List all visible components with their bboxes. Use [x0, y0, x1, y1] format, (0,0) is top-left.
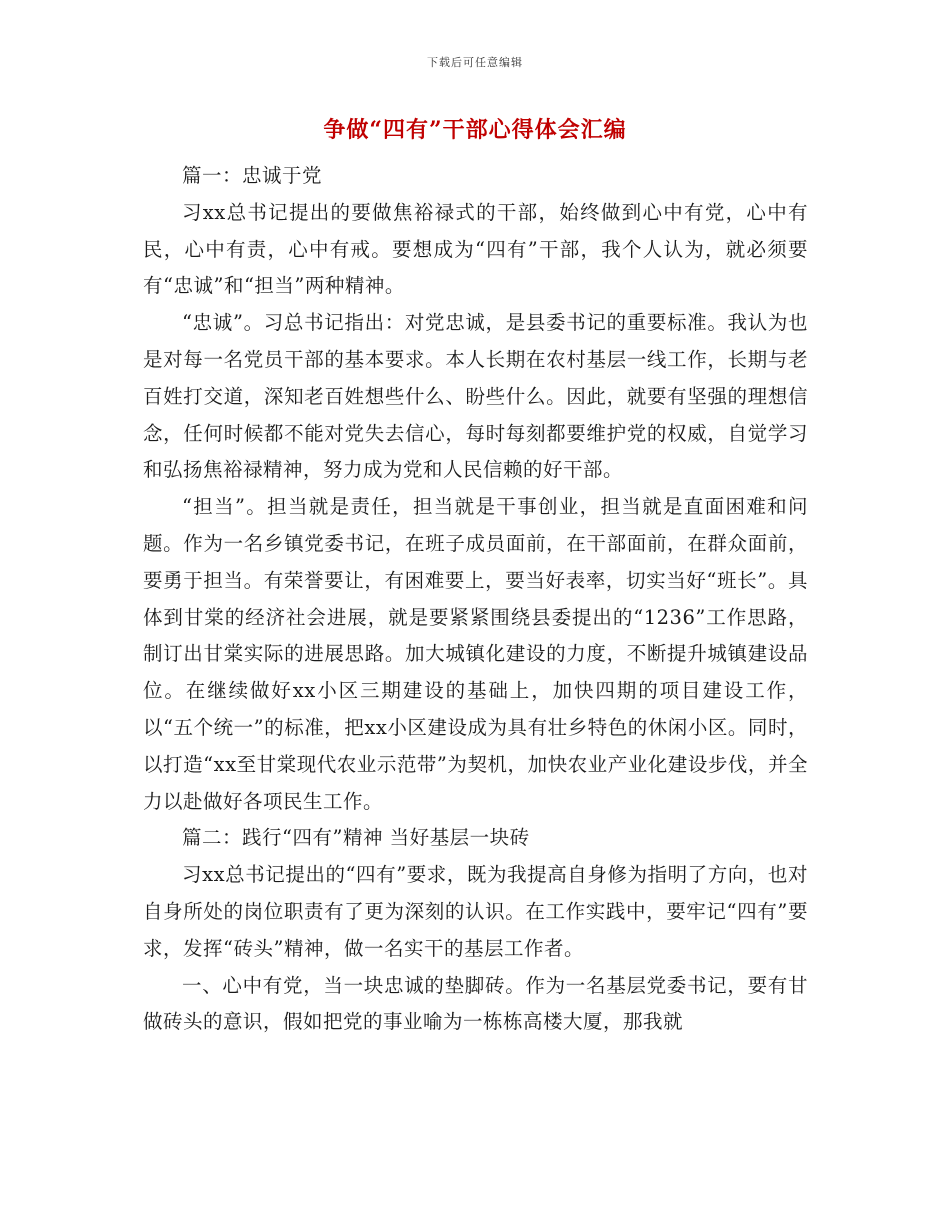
- document-title: 争做“四有”干部心得体会汇编: [323, 117, 627, 143]
- paragraph: 习xx总书记提出的要做焦裕禄式的干部，始终做到心中有党，心中有民，心中有责，心中有戒。要想成为“四有”干部，我个人认为，就必须要有“忠诚”和“担当”两种精神。: [143, 200, 808, 298]
- paragraph: “忠诚”。习总书记指出：对党忠诚，是县委书记的重要标准。我认为也是对每一名党员干部的基本要求。本人长期在农村基层一线工作，长期与老百姓打交道，深知老百姓想些什么、盼些什么。因此，就要有坚强的理想信念，任何时候都不能对党失去信心，每时每刻都要维护党的权威，自觉学习和弘扬焦裕禄精神，努力成为党和人民信赖的好干部。: [143, 311, 808, 482]
- paragraph: 一、心中有党，当一块忠诚的垫脚砖。作为一名基层党委书记，要有甘做砖头的意识，假如把党的事业喻为一栋栋高楼大厦，那我就: [143, 973, 808, 1034]
- header-note: 下载后可任意编辑: [427, 56, 523, 69]
- section-heading-1: 篇一：忠诚于党: [182, 164, 323, 187]
- paragraph: “担当”。担当就是责任，担当就是干事创业，担当就是直面困难和问题。作为一名乡镇党委书记，在班子成员面前，在干部面前，在群众面前，要勇于担当。有荣誉要让，有困难要上，要当好表率，切实当好“班长”。具体到甘棠的经济社会进展，就是要紧紧围绕县委提出的“1236”工作思路，制订出甘棠实际的进展思路。加大城镇化建设的力度，不断提升城镇建设品位。在继续做好xx小区三期建设的基础上，加快四期的项目建设工作，以“五个统一”的标准，把xx小区建设成为具有壮乡特色的休闲小区。同时，以打造“xx至甘棠现代农业示范带”为契机，加快农业产业化建设步伐，并全力以赴做好各项民生工作。: [143, 495, 808, 813]
- section-heading-2: 篇二：践行“四有”精神 当好基层一块砖: [182, 826, 530, 850]
- document-body: [143, 158, 808, 1041]
- paragraph: 习xx总书记提出的“四有”要求，既为我提高自身修为指明了方向，也对自身所处的岗位职责有了更为深刻的认识。在工作实践中，要牢记“四有”要求，发挥“砖头”精神，做一名实干的基层工作者。: [143, 863, 808, 960]
